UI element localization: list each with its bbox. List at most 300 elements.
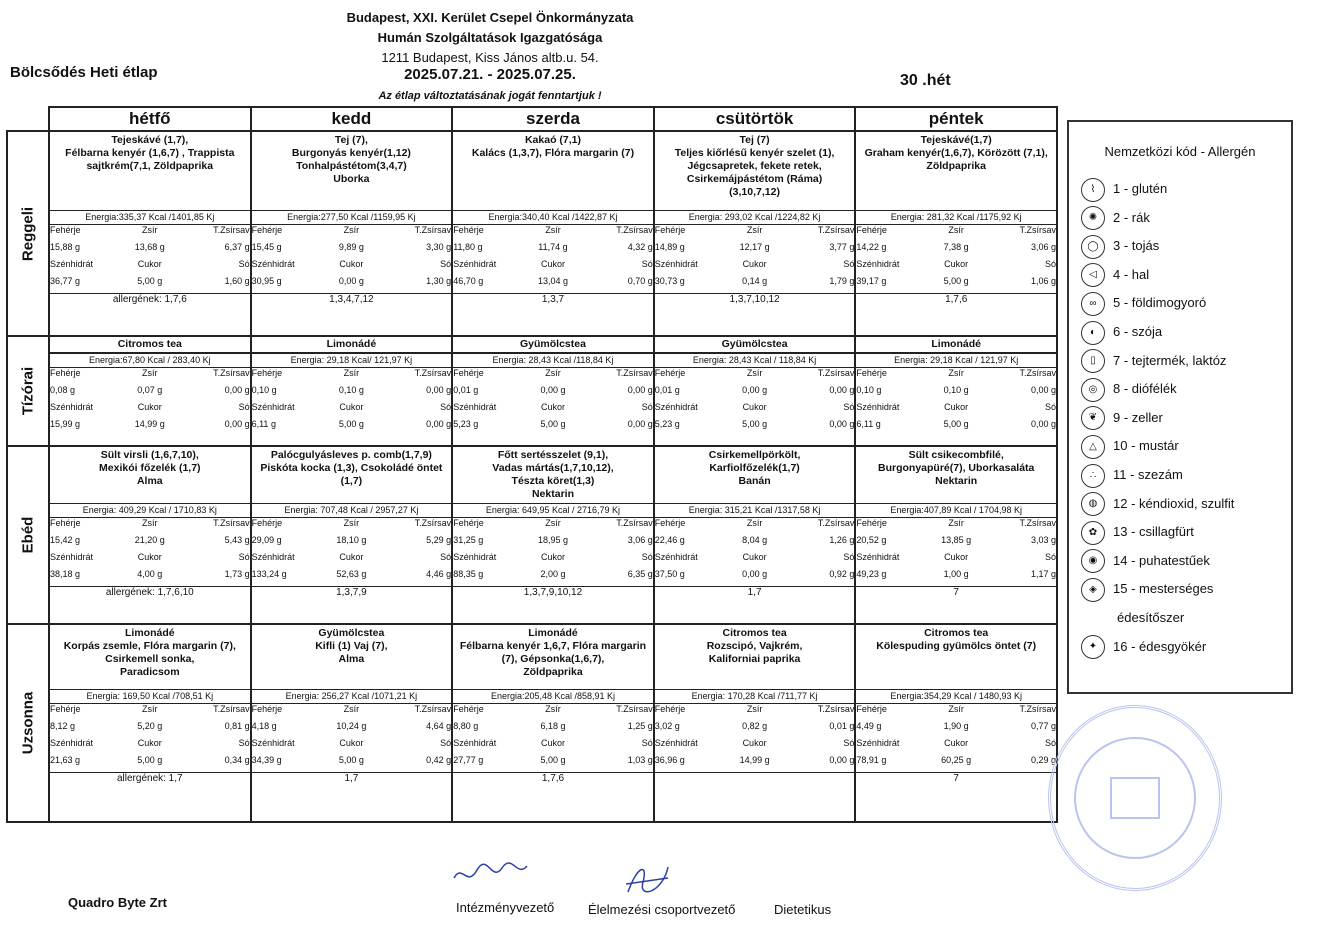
nutrient-value: 5,00 g [137, 755, 163, 765]
nutrient-label: Só [1044, 738, 1056, 748]
nutrient-label: Só [440, 738, 452, 748]
nutrition-table [252, 704, 452, 772]
nutrient-label: Zsír [142, 704, 158, 714]
legend-item-label: 8 - diófélék [1113, 381, 1177, 397]
energy-value: Energia: 169,50 Kcal /708,51 Kj [50, 689, 250, 704]
legend-item-label: 1 - glutén [1113, 181, 1168, 196]
nutrient-value: 4,64 g [426, 721, 452, 731]
nutrition-table [50, 368, 250, 436]
allergen-codes: 1,7,6 [856, 293, 1056, 306]
nutrient-value: 0,01 g [453, 385, 479, 395]
legend-item [1117, 606, 1184, 630]
nutrient-value-row [252, 721, 452, 738]
nutrition-table [453, 368, 653, 436]
allergen-codes: 1,3,7,9,10,12 [453, 586, 653, 599]
nutrition-table [50, 518, 250, 586]
nutrient-label: Zsír [343, 704, 360, 714]
nutrient-label: Cukor [944, 552, 969, 562]
energy-value: Energia: 315,21 Kcal /1317,58 Kj [655, 503, 855, 518]
nutrient-value-row [856, 721, 1056, 738]
nutrition-table [655, 368, 855, 436]
energy-value: Energia: 281,32 Kcal /1175,92 Kj [856, 210, 1056, 225]
nutrient-label: Fehérje [50, 704, 81, 714]
nutrient-label: Cukor [137, 402, 162, 412]
nutrient-value: 6,18 g [540, 721, 566, 731]
nutrient-value: 11,74 g [538, 242, 568, 252]
milk-icon: ▯ [1081, 349, 1105, 373]
meal-row [7, 131, 1057, 336]
nutrient-label: Zsír [343, 518, 360, 528]
nutrient-value-row [856, 419, 1056, 436]
allergen-codes: 1,3,7,10,12 [655, 293, 855, 306]
meal-label-cell [7, 336, 49, 446]
nutrient-value-row [856, 755, 1056, 772]
nutrient-value: 1,06 g [1030, 276, 1056, 286]
legend-item-label: 9 - zeller [1113, 409, 1163, 425]
nutrient-label: Cukor [540, 402, 565, 412]
energy-value: Energia: 256,27 Kcal /1071,21 Kj [252, 689, 452, 704]
nutrient-label-row [856, 402, 1056, 419]
nutrient-label: Cukor [137, 738, 162, 748]
nutrient-value: 3,30 g [426, 242, 452, 252]
nutrient-label: T.Zsírsav [414, 518, 452, 528]
nutrient-label: Szénhidrát [654, 552, 698, 562]
nutrient-value: 1,30 g [426, 276, 452, 286]
legend-item [1081, 206, 1150, 230]
legend-item-label: 2 - rák [1113, 209, 1150, 225]
nutrient-value-row [252, 242, 452, 259]
nutrient-label: T.Zsírsav [1019, 368, 1056, 378]
nutrient-value-row [453, 535, 653, 552]
menu-cell [654, 624, 856, 822]
nutrient-label: Só [843, 552, 855, 562]
nutrient-label: Cukor [742, 552, 767, 562]
legend-item [1081, 520, 1194, 544]
nutrient-label: Zsír [948, 225, 964, 235]
allergen-codes: allergének: 1,7 [50, 772, 250, 785]
nutrient-value: 0,00 g [224, 419, 250, 429]
org-address: 1211 Budapest, Kiss János altb.u. 54. [381, 50, 599, 65]
soy-icon: ◐ [1081, 321, 1105, 345]
day-header: kedd [251, 107, 453, 131]
meal-row [7, 624, 1057, 822]
nutrient-label-row [655, 738, 855, 755]
footer-company: Quadro Byte Zrt [68, 895, 167, 910]
mustard-icon: △ [1081, 435, 1105, 459]
nutrient-label: T.Zsírsav [616, 368, 653, 378]
nutrient-value: 37,50 g [654, 569, 685, 579]
nutrient-label: Fehérje [856, 225, 887, 235]
nutrient-value: 0,00 g [426, 385, 452, 395]
nutrition-table [50, 225, 250, 293]
nutrient-value-row [453, 276, 653, 293]
nutrient-label: Szénhidrát [654, 259, 698, 269]
nutrient-value-row [655, 242, 855, 259]
nutrient-value: 14,99 g [739, 755, 770, 765]
nutrient-value: 13,04 g [537, 276, 568, 286]
nutrient-value: 31,25 g [453, 535, 484, 545]
legend-item-label: 11 - szezám [1113, 467, 1183, 482]
menu-cell [452, 336, 654, 446]
menu-cell [251, 336, 453, 446]
nutrient-value: 133,24 g [251, 569, 287, 579]
allergen-codes: 1,7 [655, 586, 855, 599]
drink-name: Gyümölcstea [453, 337, 653, 353]
nutrient-label: Cukor [339, 402, 364, 412]
nutrient-label: Cukor [137, 259, 162, 269]
nutrient-value: 0,42 g [426, 755, 452, 765]
nutrient-value: 1,17 g [1030, 569, 1056, 579]
nutrient-value: 78,91 g [856, 755, 887, 765]
meal-name: Reggeli [19, 206, 37, 261]
legend-title: Nemzetközi kód - Allergén [1104, 144, 1256, 159]
legend-item-label: 15 - mesterséges [1113, 581, 1214, 597]
nutrient-label: Fehérje [654, 225, 686, 235]
nutrient-value: 1,25 g [627, 721, 653, 731]
nutrient-value-row [655, 721, 855, 738]
nutrient-label-row [252, 518, 452, 535]
nutrient-label: Zsír [142, 225, 158, 235]
legend-item [1081, 263, 1149, 287]
nutrient-label-row [856, 738, 1056, 755]
nutrition-table [856, 368, 1056, 436]
menu-items: Főtt sertésszelet (9,1), Vadas mártás(1,7,10,12), Tészta köret(1,3) Nektarin [492, 449, 614, 500]
nutrient-value: 6,35 g [627, 569, 653, 579]
signature-scribble-2 [618, 862, 678, 902]
nutrient-label: Só [238, 738, 250, 748]
sweetener-icon: ◈ [1081, 578, 1105, 602]
nutrient-label: Zsír [343, 225, 360, 235]
menu-cell [49, 446, 251, 624]
nutrient-value: 8,04 g [742, 535, 768, 545]
nutrient-label: Zsír [545, 518, 561, 528]
menu-cell [855, 131, 1057, 336]
nutrient-value: 0,10 g [338, 385, 364, 395]
legend-item [1081, 463, 1183, 487]
nutrient-value-row [453, 721, 653, 738]
nutrient-value-row [655, 276, 855, 293]
menu-cell [855, 336, 1057, 446]
nutrient-value-row [856, 242, 1056, 259]
nutrient-label: Só [440, 552, 452, 562]
corner-cell [7, 107, 49, 131]
nutrient-label: Szénhidrát [453, 402, 497, 412]
nutrient-label: Zsír [746, 704, 763, 714]
nutrient-value-row [252, 385, 452, 402]
allergen-codes: 1,3,7 [453, 293, 653, 306]
date-range: 2025.07.21. - 2025.07.25. [404, 66, 576, 83]
nutrient-value: 49,23 g [856, 569, 887, 579]
nutrient-value: 34,39 g [251, 755, 282, 765]
nutrient-label-row [655, 259, 855, 276]
allergen-codes [655, 772, 855, 785]
nutrient-value-row [453, 755, 653, 772]
legend-item [1081, 549, 1210, 573]
energy-value: Energia:67,80 Kcal / 283,40 Kj [50, 353, 250, 368]
nutrient-value: 5,00 g [137, 276, 163, 286]
nutrient-label: T.Zsírsav [213, 225, 250, 235]
nutrient-label: Só [1044, 552, 1056, 562]
nutrient-value: 0,29 g [1030, 755, 1056, 765]
nutrient-label-row [856, 225, 1056, 242]
nutrient-value: 0,00 g [1030, 419, 1056, 429]
menu-cell [654, 446, 856, 624]
nutrient-label: T.Zsírsav [213, 518, 250, 528]
nutrient-label: Só [238, 402, 250, 412]
fish-icon: ◁ [1081, 263, 1105, 287]
nutrient-value: 0,01 g [654, 385, 680, 395]
nutrient-label: Zsír [545, 368, 561, 378]
nutrient-label: Cukor [137, 552, 162, 562]
nutrition-table [655, 704, 855, 772]
nutrient-value: 0,14 g [742, 276, 768, 286]
nutrient-value: 18,10 g [336, 535, 367, 545]
legend-item-label: 14 - puhatestűek [1113, 552, 1210, 568]
signature-label-catering: Élelmezési csoportvezető [588, 902, 736, 917]
nutrient-label: Cukor [339, 259, 364, 269]
nutrient-label: Zsír [948, 518, 964, 528]
nutrient-value: 0,00 g [742, 569, 768, 579]
nutrient-value: 5,00 g [338, 755, 364, 765]
nutrient-value: 27,77 g [453, 755, 484, 765]
nutrient-label: T.Zsírsav [817, 368, 855, 378]
legend-item-label: 12 - kéndioxid, szulfit [1113, 495, 1235, 511]
nutrient-value: 0,00 g [338, 276, 364, 286]
nutrient-label-row [50, 552, 250, 569]
nutrient-label-row [453, 259, 653, 276]
nutrition-table [252, 225, 452, 293]
disclaimer: Az étlap változtatásának jogát fenntartjuk ! [378, 90, 602, 102]
nutrient-label: Fehérje [50, 518, 81, 528]
nutrient-label: T.Zsírsav [817, 518, 855, 528]
nutrient-value: 10,24 g [336, 721, 367, 731]
nutrient-value-row [655, 385, 855, 402]
official-stamp [1048, 705, 1222, 891]
nutrient-value-row [655, 755, 855, 772]
drink-name: Gyümölcstea [655, 337, 855, 353]
nutrient-label: Só [843, 738, 855, 748]
nutrient-label: Szénhidrát [50, 402, 94, 412]
legend-item [1081, 434, 1179, 458]
allergen-codes: allergének: 1,7,6 [50, 293, 250, 306]
nutrient-value: 8,12 g [50, 721, 76, 731]
nutrient-value: 1,60 g [224, 276, 250, 286]
energy-value: Energia:205,48 Kcal /858,91 Kj [453, 689, 653, 704]
nutrient-value: 1,79 g [829, 276, 855, 286]
nutrient-label-row [856, 259, 1056, 276]
nutrient-label: Cukor [944, 402, 969, 412]
nutrient-value-row [50, 721, 250, 738]
nutrient-value: 3,77 g [829, 242, 855, 252]
nutrient-value-row [50, 569, 250, 586]
energy-value: Energia: 649,95 Kcal / 2716,79 Kj [453, 503, 653, 518]
nutrient-label-row [50, 259, 250, 276]
nutrient-value: 14,89 g [654, 242, 685, 252]
nutrient-value-row [50, 242, 250, 259]
nutrient-label: Fehérje [50, 225, 81, 235]
nutrient-label: Cukor [540, 259, 565, 269]
nutrient-label: Szénhidrát [251, 259, 295, 269]
menu-cell [452, 446, 654, 624]
nutrient-value: 0,00 g [829, 385, 855, 395]
energy-value: Energia:340,40 Kcal /1422,87 Kj [453, 210, 653, 225]
menu-items: Citromos tea Rozscipó, Vajkrém, Kaliforniai paprika [706, 627, 803, 665]
nutrient-value: 3,06 g [1030, 242, 1056, 252]
nutrient-label: T.Zsírsav [817, 225, 855, 235]
nutrient-label-row [453, 368, 653, 385]
nutrient-value-row [50, 755, 250, 772]
nutrient-label: T.Zsírsav [616, 518, 653, 528]
nutrient-value-row [50, 385, 250, 402]
nutrient-value: 5,00 g [742, 419, 768, 429]
peanut-icon: ∞ [1081, 292, 1105, 316]
nutrient-value: 15,45 g [251, 242, 282, 252]
document-title: Bölcsődés Heti étlap [10, 64, 158, 81]
allergen-codes: 1,3,7,9 [252, 586, 452, 599]
nutrient-value: 0,81 g [224, 721, 250, 731]
nutrient-value-row [50, 276, 250, 293]
nutrient-label: Szénhidrát [856, 738, 900, 748]
nutrient-label-row [50, 368, 250, 385]
lupin-icon: ✿ [1081, 521, 1105, 545]
nutrient-value-row [453, 242, 653, 259]
legend-item [1081, 177, 1167, 201]
legend-item [1081, 577, 1213, 601]
nutrient-label: Cukor [540, 552, 565, 562]
menu-items: Tej (7), Burgonyás kenyér(1,12) Tonhalpástétom(3,4,7) Uborka [291, 134, 411, 185]
legend-item [1081, 406, 1163, 430]
nutrient-value: 6,37 g [224, 242, 250, 252]
meal-name: Uzsonna [19, 691, 37, 755]
nutrient-label: T.Zsírsav [616, 704, 653, 714]
menu-cell [251, 131, 453, 336]
nutrient-value: 5,23 g [654, 419, 680, 429]
nutrition-table [252, 518, 452, 586]
menu-cell [855, 624, 1057, 822]
nutrient-label-row [655, 552, 855, 569]
nutrient-value: 18,95 g [537, 535, 568, 545]
menu-items: Kakaó (7,1) Kalács (1,3,7), Flóra margarin (7) [471, 134, 635, 159]
nutrient-label: T.Zsírsav [213, 368, 250, 378]
nutrient-label-row [655, 225, 855, 242]
legend-item [1081, 492, 1234, 516]
legend-item-label: 6 - szója [1113, 324, 1163, 339]
nutrient-label: Cukor [339, 552, 364, 562]
org-department: Humán Szolgáltatások Igazgatósága [377, 30, 603, 45]
nutrient-label: Zsír [142, 518, 158, 528]
legend-item [1081, 291, 1206, 315]
menu-items: Limonádé Korpás zsemle, Flóra margarin (7), Csirkemell sonka, Paradicsom [63, 627, 236, 678]
nutrient-value: 1,00 g [943, 569, 969, 579]
nutrient-label: Fehérje [654, 368, 686, 378]
nutrient-value: 22,46 g [654, 535, 685, 545]
nutrient-value: 0,00 g [829, 419, 855, 429]
nutrient-value: 88,35 g [453, 569, 484, 579]
energy-value: Energia:354,29 Kcal / 1480,93 Kj [856, 689, 1056, 704]
nutrient-value: 0,00 g [426, 419, 452, 429]
nutrient-value: 0,77 g [1030, 721, 1056, 731]
nutrition-table [453, 704, 653, 772]
nutrient-label: Zsír [948, 368, 964, 378]
allergen-codes: 1,3,4,7,12 [252, 293, 452, 306]
nutrient-label: Só [1044, 259, 1056, 269]
nutrient-label-row [50, 518, 250, 535]
nutrient-label: Szénhidrát [50, 738, 94, 748]
nutrient-label: Fehérje [453, 704, 484, 714]
energy-value: Energia: 293,02 Kcal /1224,82 Kj [655, 210, 855, 225]
nutrient-value: 15,88 g [50, 242, 81, 252]
nutrient-label-row [655, 518, 855, 535]
nutrient-label: Szénhidrát [453, 738, 497, 748]
signature-label-director: Intézményvezető [456, 900, 555, 915]
nutrient-value-row [50, 535, 250, 552]
nutrient-value-row [453, 419, 653, 436]
nutrient-label: Szénhidrát [50, 552, 94, 562]
energy-value: Energia: 409,29 Kcal / 1710,83 Kj [50, 503, 250, 518]
nutrient-label: Szénhidrát [453, 259, 497, 269]
nutrient-value: 36,77 g [50, 276, 81, 286]
nutrition-table [655, 225, 855, 293]
nutrient-value: 0,00 g [627, 385, 653, 395]
nutrient-value: 20,52 g [856, 535, 887, 545]
allergen-codes: allergének: 1,7,6,10 [50, 586, 250, 599]
nutrient-label-row [453, 552, 653, 569]
energy-value: Energia: 28,43 Kcal / 118,84 Kj [655, 353, 855, 368]
nutrient-value: 0,00 g [742, 385, 768, 395]
nutrient-label: Só [1044, 402, 1056, 412]
drink-name: Limonádé [856, 337, 1056, 353]
menu-cell [49, 336, 251, 446]
nutrient-label: T.Zsírsav [213, 704, 250, 714]
menu-cell [654, 336, 856, 446]
nutrient-value: 52,63 g [336, 569, 367, 579]
nutrient-value: 7,38 g [943, 242, 969, 252]
nutrient-label: T.Zsírsav [1019, 704, 1056, 714]
nutrient-value: 60,25 g [941, 755, 972, 765]
nutrient-label: Fehérje [856, 704, 887, 714]
nutrient-label-row [453, 518, 653, 535]
nutrition-table [856, 704, 1056, 772]
menu-items: Sült csikecombfilé, Burgonyapüré(7), Uborkasaláta Nektarin [878, 449, 1035, 487]
nutrient-value: 8,80 g [453, 721, 479, 731]
meal-label-cell [7, 446, 49, 624]
nutrient-label-row [50, 704, 250, 721]
nutrient-value-row [252, 535, 452, 552]
legend-item-label: 13 - csillagfürt [1113, 524, 1194, 540]
nutrient-value-row [655, 419, 855, 436]
nutrient-value: 0,82 g [742, 721, 768, 731]
nutrient-value: 0,08 g [50, 385, 76, 395]
nutrient-label: Zsír [746, 368, 763, 378]
legend-item [1081, 377, 1177, 401]
menu-items: Limonádé Félbarna kenyér 1,6,7, Flóra margarin (7), Gépsonka(1,6,7), Zöldpaprika [459, 627, 647, 678]
nutrient-label: Cukor [742, 738, 767, 748]
energy-value: Energia:277,50 Kcal /1159,95 Kj [252, 210, 452, 225]
egg-icon: ◯ [1081, 235, 1105, 259]
licorice-icon: ✦ [1081, 635, 1105, 659]
nutrient-value: 0,92 g [829, 569, 855, 579]
crab-icon: ✺ [1081, 206, 1105, 230]
nutrient-label: Só [440, 259, 452, 269]
nutrient-value: 3,06 g [627, 535, 653, 545]
nutrient-value: 39,17 g [856, 276, 887, 286]
nutrient-label-row [50, 738, 250, 755]
allergen-codes: 7 [856, 772, 1056, 785]
nutrient-label-row [453, 225, 653, 242]
nutrient-value: 13,68 g [134, 242, 165, 252]
legend-item-label: édesítőszer [1117, 610, 1185, 625]
nutrient-value: 3,03 g [1030, 535, 1056, 545]
